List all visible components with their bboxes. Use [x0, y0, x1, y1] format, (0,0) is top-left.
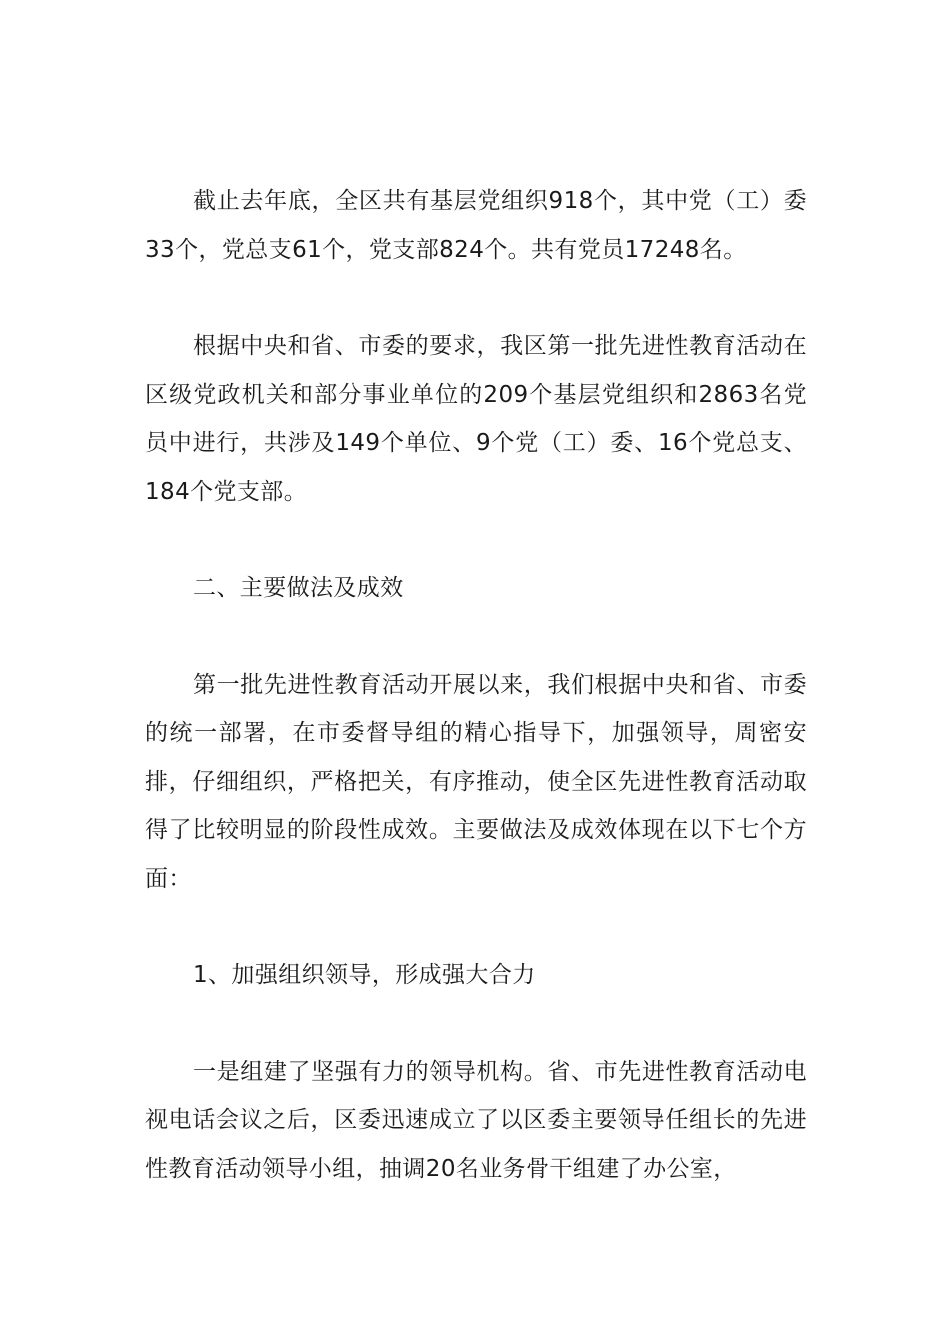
paragraph-party-org-statistics: 截止去年底，全区共有基层党组织918个，其中党（工）委33个，党总支61个，党支部824个。共有党员17248名。 — [145, 188, 807, 263]
paragraph-leadership-body: 一是组建了坚强有力的领导机构。省、市先进性教育活动电视电话会议之后，区委迅速成立了以区委主要领导任组长的先进性教育活动领导小组，抽调20名业务骨干组建了办公室， — [145, 1058, 807, 1182]
paragraph-practices-overview: 第一批先进性教育活动开展以来，我们根据中央和省、市委的统一部署，在市委督导组的精心指导下，加强领导，周密安排，仔细组织，严格把关，有序推动，使全区先进性教育活动取得了比较明显的阶段性成效。主要做法及成效体现在以下七个方面： — [145, 671, 807, 892]
section-heading-main-practices: 二、主要做法及成效 — [193, 575, 404, 601]
document-body — [145, 177, 807, 1241]
paragraph-first-batch-scope: 根据中央和省、市委的要求，我区第一批先进性教育活动在区级党政机关和部分事业单位的209个基层党组织和2863名党员中进行，共涉及149个单位、9个党（工）委、16个党总支、184个党支部。 — [145, 333, 807, 505]
subheading-strengthen-leadership: 1、加强组织领导，形成强大合力 — [193, 962, 536, 988]
